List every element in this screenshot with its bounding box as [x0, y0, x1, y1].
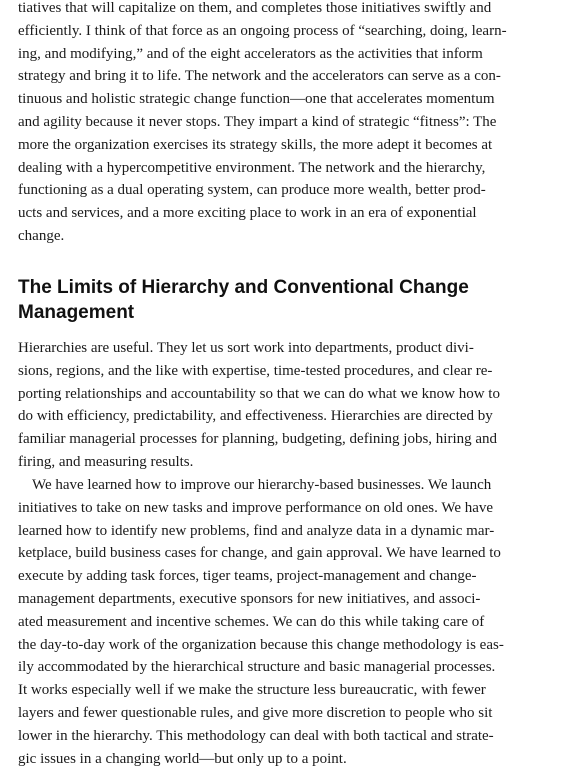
text-line: lower in the hierarchy. This methodology can deal with both tactical and strate- [18, 727, 494, 744]
text-line: It works especially well if we make the structure less bureaucratic, with fewer [18, 682, 486, 699]
text-line: strategy and bring it to life. The network and the accelerators can serve as a con- [18, 68, 501, 85]
text-line: change. [18, 227, 65, 244]
paragraph-hierarchies [18, 337, 500, 474]
text-line: ated measurement and incentive schemes. We can do this while taking care of [18, 613, 485, 630]
text-line: initiatives to take on new tasks and improve performance on old ones. We have [18, 499, 494, 516]
text-line: familiar managerial processes for planning, budgeting, defining jobs, hiring and [18, 431, 498, 448]
text-line: tiatives that will capitalize on them, and completes those initiatives swiftly and [18, 0, 492, 16]
text-line: gic issues in a changing world—but only up to a point. [18, 750, 347, 767]
text-line: dealing with a hypercompetitive environment. The network and the hierarchy, [18, 159, 486, 176]
text-line: firing, and measuring results. [18, 453, 194, 470]
text-line: ucts and services, and a more exciting place to work in an era of exponential [18, 205, 477, 222]
text-line: sions, regions, and the like with expertise, time-tested procedures, and clear re- [18, 362, 493, 379]
section-heading [18, 275, 469, 325]
text-line: efficiently. I think of that force as an ongoing process of “searching, doing, learn- [18, 22, 507, 39]
text-line: do with efficiency, predictability, and effectiveness. Hierarchies are directed by [18, 408, 493, 425]
text-line: layers and fewer questionable rules, and give more discretion to people who sit [18, 704, 493, 721]
paragraph-intro-continuation [18, 0, 507, 248]
text-line: learned how to identify new problems, find and analyze data in a dynamic mar- [18, 522, 495, 539]
text-line: porting relationships and accountability so that we can do what we know how to [18, 385, 500, 402]
text-line: ing, and modifying,” and of the eight accelerators as the activities that inform [18, 45, 483, 62]
text-line: execute by adding task forces, tiger teams, project-management and change- [18, 568, 477, 585]
paragraph-improving-hierarchy [18, 474, 504, 770]
text-line: Hierarchies are useful. They let us sort work into departments, product divi- [18, 340, 474, 356]
text-line: functioning as a dual operating system, can produce more wealth, better prod- [18, 182, 486, 199]
text-line: ketplace, build business cases for change, and gain approval. We have learned to [18, 545, 501, 562]
heading-line: The Limits of Hierarchy and Conventional Change [18, 277, 469, 298]
text-line: more the organization exercises its strategy skills, the more adept it becomes at [18, 136, 493, 153]
text-line: ily accommodated by the hierarchical structure and basic managerial processes. [18, 659, 496, 676]
text-line: management departments, executive sponsors for new initiatives, and associ- [18, 590, 481, 607]
text-line: and agility because it never stops. They impart a kind of strategic “fitness”: The [18, 113, 497, 130]
text-line: tinuous and holistic strategic change function—one that accelerates momentum [18, 91, 495, 108]
text-line: the day-to-day work of the organization because this change methodology is eas- [18, 636, 504, 653]
text-line: We have learned how to improve our hierarchy-based businesses. We launch [32, 477, 492, 493]
heading-line: Management [18, 302, 135, 323]
